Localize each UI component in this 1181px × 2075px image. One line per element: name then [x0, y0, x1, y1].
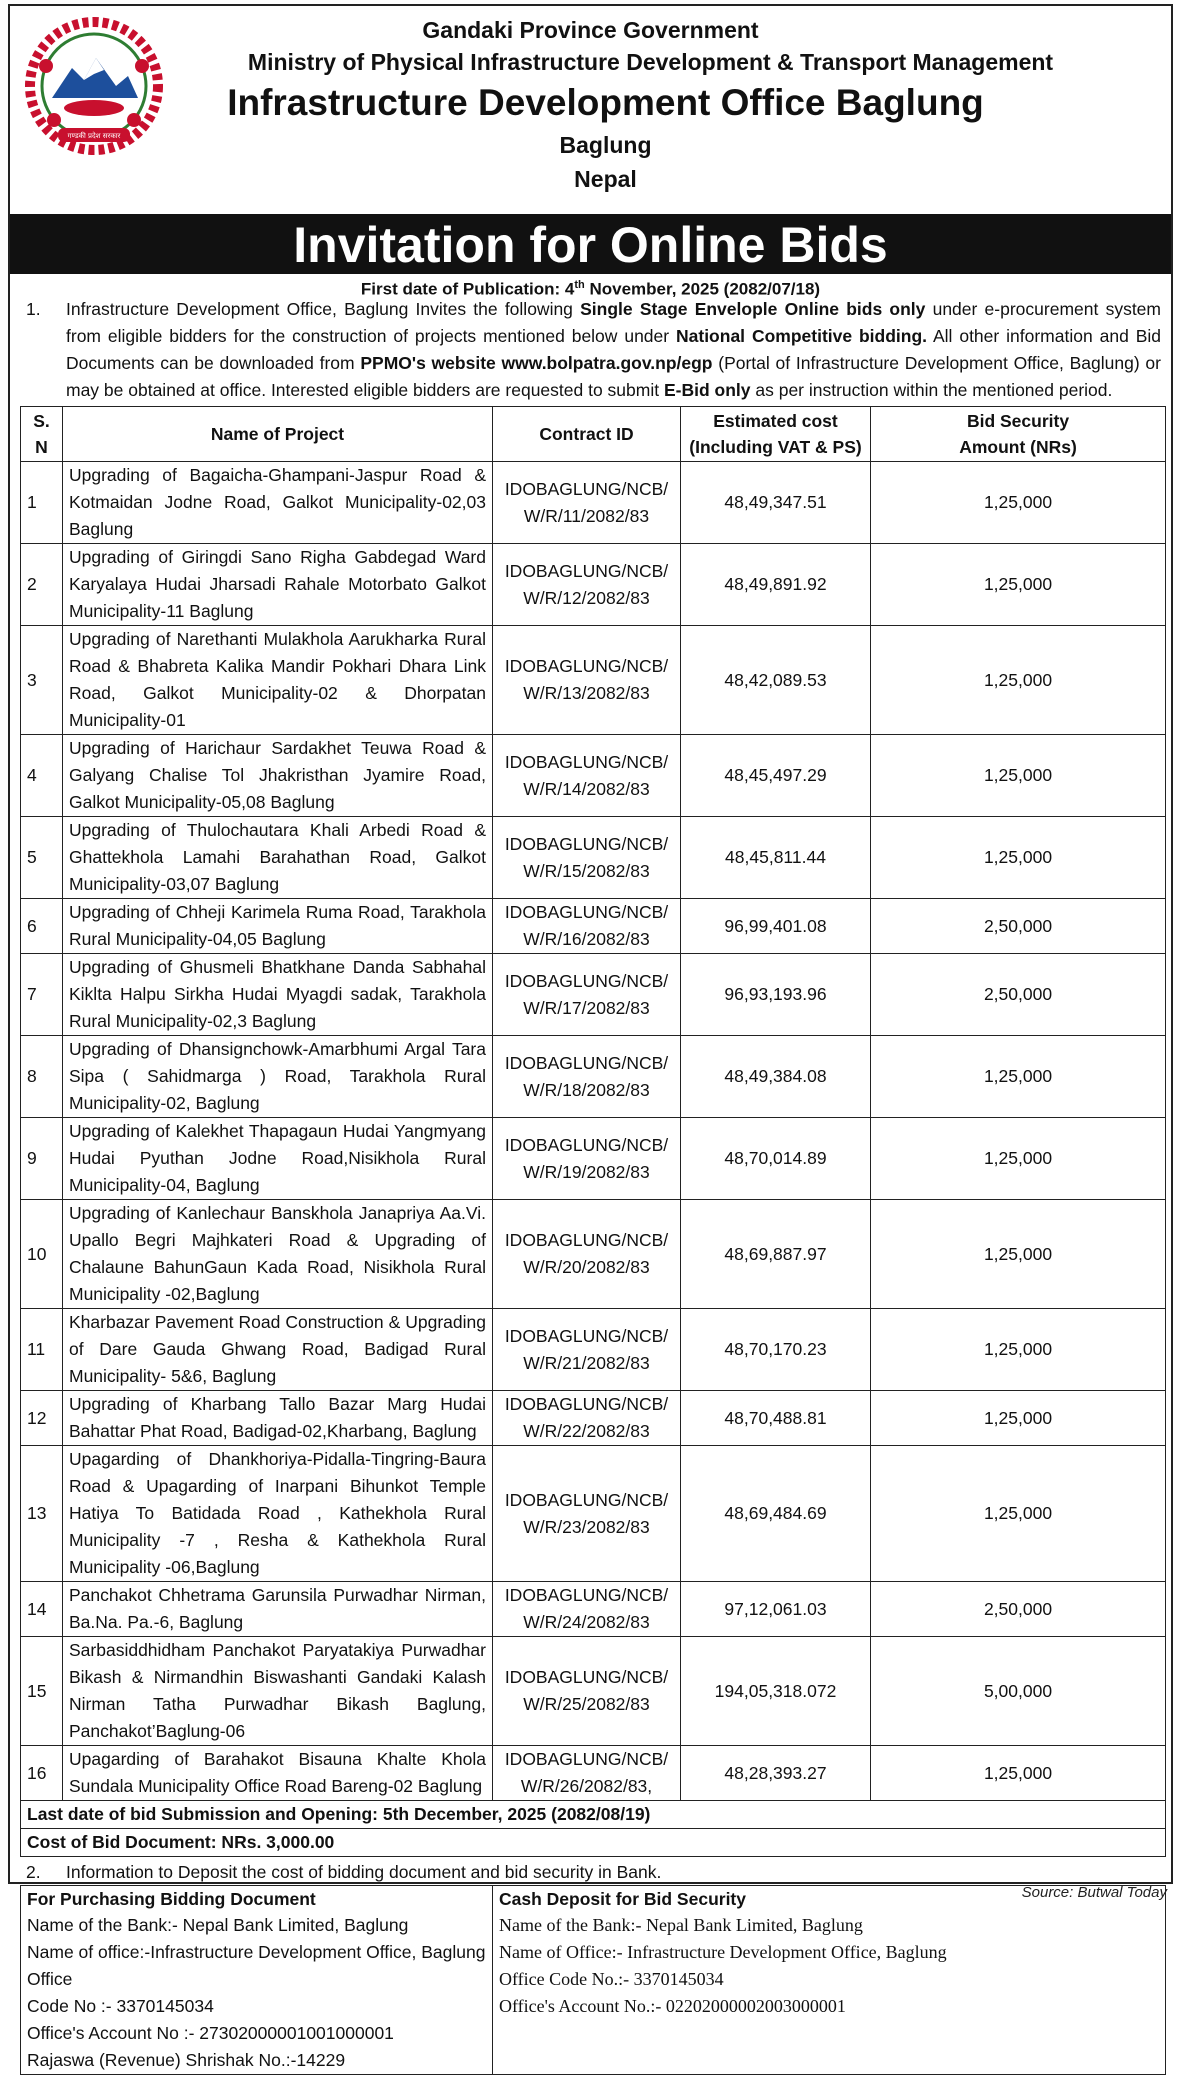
row-contract-id-line1: IDOBAGLUNG/NCB/ — [504, 1052, 669, 1073]
row-sn: 7 — [21, 954, 63, 1036]
bid-security-bank — [493, 1886, 1166, 2075]
header-security-line1: Bid Security — [966, 411, 1070, 431]
row-sn: 4 — [21, 735, 63, 817]
bids-table — [20, 406, 1166, 1857]
row-bid-security: 2,50,000 — [871, 1582, 1166, 1637]
row-estimated-cost: 48,49,384.08 — [681, 1036, 871, 1118]
row-bid-security: 5,00,000 — [871, 1637, 1166, 1746]
row-contract-id-line1: IDOBAGLUNG/NCB/ — [504, 1134, 669, 1155]
doc-cost: Cost of Bid Document: NRs. 3,000.00 — [21, 1829, 1166, 1857]
table-row — [21, 544, 1166, 626]
para-text-2: under e-procurement system from eligible bidders for the construction of projects mentioned below under — [66, 299, 1161, 346]
row-estimated-cost: 194,05,318.072 — [681, 1637, 871, 1746]
row-contract-id-line1: IDOBAGLUNG/NCB/ — [504, 1394, 669, 1414]
row-project: Upgrading of Kalekhet Thapagaun Hudai Yangmyang Hudai Pyuthan Jodne Road,Nisikhola Rural Municipality-04, Baglung — [63, 1118, 493, 1200]
row-sn: 11 — [21, 1309, 63, 1391]
row-contract-id — [493, 1637, 681, 1746]
row-bid-security: 1,25,000 — [871, 1036, 1166, 1118]
row-estimated-cost: 48,70,014.89 — [681, 1118, 871, 1200]
row-sn: 15 — [21, 1637, 63, 1746]
row-estimated-cost: 48,69,484.69 — [681, 1446, 871, 1582]
bank-right-line4: Office's Account No.:- 02202000002003000001 — [499, 1996, 846, 2016]
header-sn-line2: N — [35, 437, 48, 457]
row-bid-security: 1,25,000 — [871, 1118, 1166, 1200]
header-sn-line1: S. — [33, 411, 50, 431]
row-contract-id — [493, 1446, 681, 1582]
notice-header — [10, 6, 1171, 214]
row-estimated-cost: 48,28,393.27 — [681, 1746, 871, 1801]
row-contract-id — [493, 735, 681, 817]
row-contract-id-line2: W/R/17/2082/83 — [523, 997, 650, 1018]
row-contract-id — [493, 1200, 681, 1309]
para-text-5: as per instruction within the mentioned period. — [750, 380, 1113, 400]
table-row — [21, 626, 1166, 735]
row-project: Upgrading of Kharbang Tallo Bazar Marg Hudai Bahattar Phat Road, Badigad-02,Kharbang, Baglung — [63, 1391, 493, 1446]
row-bid-security: 1,25,000 — [871, 1391, 1166, 1446]
row-bid-security: 1,25,000 — [871, 462, 1166, 544]
row-contract-id-line1: IDOBAGLUNG/NCB/ — [504, 656, 669, 676]
row-contract-id-line2: W/R/23/2082/83 — [523, 1516, 650, 1537]
emblem-motto: गण्डकी प्रदेश सरकार — [67, 132, 121, 140]
row-contract-id-line2: W/R/20/2082/83 — [523, 1257, 650, 1277]
row-contract-id-line2: W/R/11/2082/83 — [523, 505, 650, 526]
row-sn: 14 — [21, 1582, 63, 1637]
para-bold-3: PPMO's website www.bolpatra.gov.np/egp — [360, 353, 713, 373]
row-project: Upagarding of Barahakot Bisauna Khalte Khola Sundala Municipality Office Road Bareng-02 Baglung — [63, 1746, 493, 1801]
table-row — [21, 1118, 1166, 1200]
row-project: Upgrading of Bagaicha-Ghampani-Jaspur Road & Kotmaidan Jodne Road, Galkot Municipality-02,03 Baglung — [63, 462, 493, 544]
publication-date-sup: th — [574, 279, 585, 291]
row-sn: 9 — [21, 1118, 63, 1200]
row-bid-security: 1,25,000 — [871, 1200, 1166, 1309]
nepal-emblem-icon — [24, 16, 164, 156]
row-contract-id — [493, 899, 681, 954]
publication-date-prefix: First date of Publication: 4 — [360, 279, 575, 299]
row-project: Upgrading of Kanlechaur Banskhola Janapriya Aa.Vi. Upallo Begri Majhkateri Road & Upgrading of Chalaune BahunGaun Kada Road, Nisikhola Rural Municipality -02,Baglung — [63, 1200, 493, 1309]
row-estimated-cost: 48,42,089.53 — [681, 626, 871, 735]
para-text-3: All other information and Bid Documents can be downloaded from — [66, 326, 1161, 373]
bank-info-paragraph — [10, 1857, 1171, 1885]
row-contract-id-line1: IDOBAGLUNG/NCB/ — [504, 1749, 669, 1769]
row-estimated-cost: 48,70,488.81 — [681, 1391, 871, 1446]
bank-left-line3: Code No :- 3370145034 — [27, 1996, 214, 2016]
bank-details-table — [20, 1885, 1166, 2075]
table-row — [21, 1391, 1166, 1446]
row-sn: 12 — [21, 1391, 63, 1446]
row-project: Upagarding of Dhankhoriya-Pidalla-Tingring-Baura Road & Upagarding of Inarpani Bihunkot Temple Hatiya To Batidada Road , Kathekhola Rural Municipality -7 , Resha & Kathekhola Rural Municipality -06,Baglung — [63, 1446, 493, 1582]
para-text-4: (Portal of Infrastructure Development Office, Baglung) or may be obtained at office. Interested eligible bidders are requested to submit — [66, 353, 1161, 400]
header-security-line2: Amount (NRs) — [959, 437, 1077, 457]
row-contract-id — [493, 954, 681, 1036]
row-estimated-cost: 96,93,193.96 — [681, 954, 871, 1036]
row-contract-id-line1: IDOBAGLUNG/NCB/ — [504, 1585, 669, 1605]
office-name: Infrastructure Development Office Baglung — [227, 82, 984, 123]
table-row — [21, 899, 1166, 954]
bank-right-line2: Name of Office:- Infrastructure Development Office, Baglung — [499, 1942, 947, 1962]
row-contract-id-line1: IDOBAGLUNG/NCB/ — [504, 478, 669, 499]
header-security — [871, 407, 1166, 462]
table-header-row — [21, 407, 1166, 462]
paragraph2-number: 2. — [26, 1862, 41, 1882]
row-contract-id-line2: W/R/19/2082/83 — [523, 1161, 650, 1182]
row-project: Upgrading of Ghusmeli Bhatkhane Danda Sabhahal Kiklta Halpu Sirkha Hudai Myagdi sadak, Tarakhola Rural Municipality-02,3 Baglung — [63, 954, 493, 1036]
table-row — [21, 1036, 1166, 1118]
row-project: Sarbasiddhidham Panchakot Paryatakiya Purwadhar Bikash & Nirmandhin Biswashanti Gandaki Kalash Nirman Tatha Purwadhar Bikash Baglung, Panchakot’Baglung-06 — [63, 1637, 493, 1746]
row-contract-id — [493, 1582, 681, 1637]
row-contract-id-line1: IDOBAGLUNG/NCB/ — [504, 751, 669, 772]
row-contract-id-line1: IDOBAGLUNG/NCB/ — [504, 1667, 669, 1687]
row-contract-id-line1: IDOBAGLUNG/NCB/ — [504, 902, 669, 922]
table-row — [21, 1309, 1166, 1391]
table-row — [21, 954, 1166, 1036]
row-sn: 8 — [21, 1036, 63, 1118]
row-project: Panchakot Chhetrama Garunsila Purwadhar Nirman, Ba.Na. Pa.-6, Baglung — [63, 1582, 493, 1637]
row-sn: 6 — [21, 899, 63, 954]
row-sn: 10 — [21, 1200, 63, 1309]
table-row — [21, 1637, 1166, 1746]
publication-date — [10, 274, 1171, 299]
row-sn: 5 — [21, 817, 63, 899]
row-contract-id-line2: W/R/26/2082/83, — [520, 1776, 653, 1796]
row-project: Kharbazar Pavement Road Construction & Upgrading of Dare Gauda Ghwang Road, Badigad Rural Municipality- 5&6, Baglung — [63, 1309, 493, 1391]
row-project: Upgrading of Chheji Karimela Ruma Road, Tarakhola Rural Municipality-04,05 Baglung — [63, 899, 493, 954]
bank-left-line2: Name of office:-Infrastructure Development Office, Baglung Office — [27, 1942, 486, 1989]
header-sn — [21, 407, 63, 462]
row-contract-id-line2: W/R/25/2082/83 — [523, 1694, 650, 1714]
paragraph-number: 1. — [26, 299, 41, 319]
row-contract-id — [493, 1746, 681, 1801]
row-project: Upgrading of Narethanti Mulakhola Aarukharka Rural Road & Bhabreta Kalika Mandir Pokhari Dhara Link Road, Galkot Municipality-02 & Dhorpatan Municipality-01 — [63, 626, 493, 735]
row-contract-id — [493, 1036, 681, 1118]
table-row — [21, 817, 1166, 899]
source-credit: Source: Butwal Today — [1021, 1884, 1167, 1901]
row-sn: 1 — [21, 462, 63, 544]
row-bid-security: 1,25,000 — [871, 544, 1166, 626]
row-contract-id-line2: W/R/15/2082/83 — [523, 860, 650, 881]
row-contract-id-line2: W/R/24/2082/83 — [523, 1612, 650, 1632]
row-contract-id-line1: IDOBAGLUNG/NCB/ — [504, 833, 669, 854]
row-estimated-cost: 48,45,811.44 — [681, 817, 871, 899]
notice-title-banner: Invitation for Online Bids — [10, 214, 1171, 274]
row-contract-id — [493, 1309, 681, 1391]
table-row — [21, 1746, 1166, 1801]
bank-left-line4: Office's Account No :- 27302000001001000001 — [27, 2023, 394, 2043]
row-contract-id-line1: IDOBAGLUNG/NCB/ — [504, 1325, 669, 1346]
row-estimated-cost: 48,49,891.92 — [681, 544, 871, 626]
row-bid-security: 1,25,000 — [871, 626, 1166, 735]
country-name: Nepal — [574, 166, 637, 192]
district-name: Baglung — [559, 132, 652, 158]
row-estimated-cost: 48,70,170.23 — [681, 1309, 871, 1391]
doc-cost-row — [21, 1829, 1166, 1857]
table-row — [21, 1582, 1166, 1637]
header-cost-line1: Estimated cost — [713, 411, 838, 431]
row-contract-id-line1: IDOBAGLUNG/NCB/ — [504, 970, 669, 991]
row-contract-id — [493, 626, 681, 735]
bank-details-row — [21, 1886, 1166, 2075]
row-bid-security: 1,25,000 — [871, 1309, 1166, 1391]
row-project: Upgrading of Dhansignchowk-Amarbhumi Argal Tara Sipa ( Sahidmarga ) Road, Tarakhola Rural Municipality-02, Baglung — [63, 1036, 493, 1118]
row-project: Upgrading of Thulochautara Khali Arbedi Road & Ghattekhola Lamahi Barahathan Road, Galkot Municipality-03,07 Baglung — [63, 817, 493, 899]
row-bid-security: 2,50,000 — [871, 954, 1166, 1036]
bank-right-title: Cash Deposit for Bid Security — [499, 1889, 746, 1909]
row-bid-security: 2,50,000 — [871, 899, 1166, 954]
row-estimated-cost: 48,45,497.29 — [681, 735, 871, 817]
row-bid-security: 1,25,000 — [871, 817, 1166, 899]
bank-left-line1: Name of the Bank:- Nepal Bank Limited, Baglung — [27, 1915, 409, 1935]
table-row — [21, 1200, 1166, 1309]
bank-right-line1: Name of the Bank:- Nepal Bank Limited, Baglung — [499, 1915, 863, 1935]
row-bid-security: 1,25,000 — [871, 1746, 1166, 1801]
table-row — [21, 735, 1166, 817]
row-project: Upgrading of Harichaur Sardakhet Teuwa Road & Galyang Chalise Tol Jhakristhan Jyamire Road, Galkot Municipality-05,08 Baglung — [63, 735, 493, 817]
row-estimated-cost: 48,69,887.97 — [681, 1200, 871, 1309]
row-contract-id — [493, 462, 681, 544]
row-contract-id-line2: W/R/12/2082/83 — [523, 587, 650, 608]
ministry-name: Ministry of Physical Infrastructure Development & Transport Management — [247, 49, 1054, 75]
header-contract: Contract ID — [493, 407, 681, 462]
header-project: Name of Project — [63, 407, 493, 462]
bank-right-line3: Office Code No.:- 3370145034 — [499, 1969, 724, 1989]
table-row — [21, 1446, 1166, 1582]
header-cost-line2: (Including VAT & PS) — [689, 437, 862, 457]
row-contract-id-line2: W/R/16/2082/83 — [523, 929, 650, 949]
invitation-paragraph — [10, 296, 1171, 404]
bank-left-line5: Rajaswa (Revenue) Shrishak No.:-14229 — [27, 2050, 346, 2070]
publication-date-suffix: November, 2025 (2082/07/18) — [584, 279, 821, 299]
row-contract-id — [493, 1118, 681, 1200]
last-date: Last date of bid Submission and Opening: 5th December, 2025 (2082/08/19) — [21, 1801, 1166, 1829]
last-date-row — [21, 1801, 1166, 1829]
bank-left-title: For Purchasing Bidding Document — [27, 1889, 316, 1909]
row-project: Upgrading of Giringdi Sano Righa Gabdegad Ward Karyalaya Hudai Jharsadi Rahale Motorbato Galkot Municipality-11 Baglung — [63, 544, 493, 626]
row-contract-id-line2: W/R/18/2082/83 — [523, 1079, 650, 1100]
row-estimated-cost: 48,49,347.51 — [681, 462, 871, 544]
row-contract-id — [493, 817, 681, 899]
row-bid-security: 1,25,000 — [871, 735, 1166, 817]
row-contract-id-line1: IDOBAGLUNG/NCB/ — [504, 1489, 669, 1510]
row-sn: 2 — [21, 544, 63, 626]
row-sn: 16 — [21, 1746, 63, 1801]
row-contract-id-line2: W/R/14/2082/83 — [523, 778, 650, 799]
row-contract-id-line2: W/R/13/2082/83 — [523, 683, 650, 703]
table-row — [21, 462, 1166, 544]
paragraph2-text: Information to Deposit the cost of bidding document and bid security in Bank. — [66, 1862, 662, 1882]
row-contract-id-line2: W/R/21/2082/83 — [523, 1352, 650, 1373]
row-contract-id — [493, 544, 681, 626]
row-sn: 3 — [21, 626, 63, 735]
row-contract-id-line1: IDOBAGLUNG/NCB/ — [504, 560, 669, 581]
row-contract-id-line1: IDOBAGLUNG/NCB/ — [504, 1230, 669, 1250]
para-bold-4: E-Bid only — [663, 380, 751, 400]
row-bid-security: 1,25,000 — [871, 1446, 1166, 1582]
row-estimated-cost: 97,12,061.03 — [681, 1582, 871, 1637]
province-name: Gandaki Province Government — [422, 17, 759, 43]
row-contract-id — [493, 1391, 681, 1446]
row-sn: 13 — [21, 1446, 63, 1582]
para-bold-1: Single Stage Envelople Online bids only — [580, 299, 926, 319]
paragraph-text — [66, 296, 1161, 404]
row-contract-id-line2: W/R/22/2082/83 — [523, 1421, 650, 1441]
row-estimated-cost: 96,99,401.08 — [681, 899, 871, 954]
header-cost — [681, 407, 871, 462]
para-text-1: Infrastructure Development Office, Baglung Invites the following — [66, 299, 581, 319]
para-bold-2: National Competitive bidding. — [676, 326, 928, 346]
bidding-document-bank — [21, 1886, 493, 2075]
